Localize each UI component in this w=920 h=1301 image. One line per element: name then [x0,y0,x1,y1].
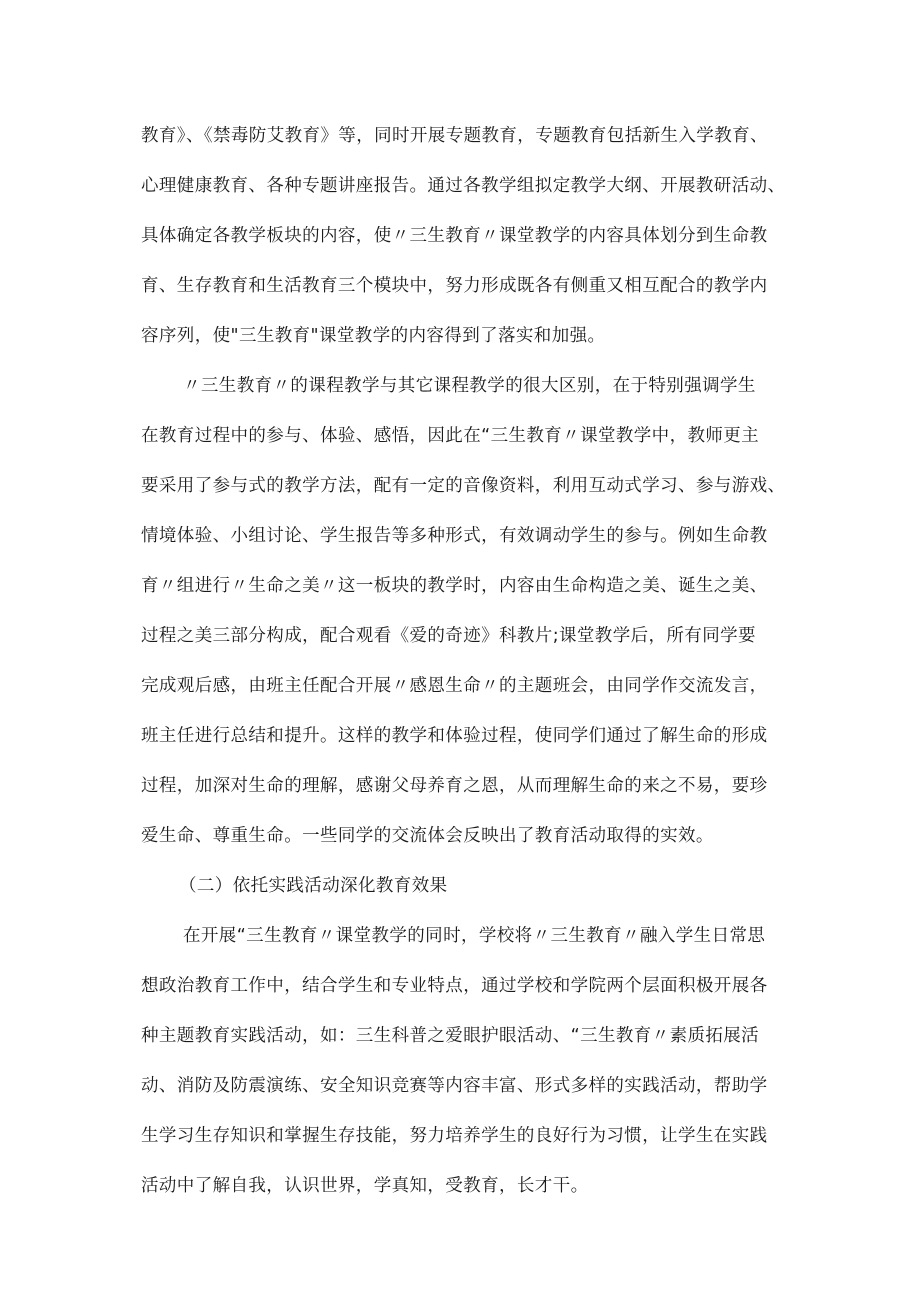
text-line: 生学习生存知识和掌握生存技能，努力培养学生的良好行为习惯，让学生在实践 [141,1126,768,1146]
text-line: 想政治教育工作中，结合学生和专业特点，通过学校和学院两个层面积极开展各 [141,976,768,996]
text-line: 在开展“三生教育〃课堂教学的同时，学校将〃三生教育〃融入学生日常思 [183,926,766,946]
text-line: 容序列，使"三生教育"课堂教学的内容得到了落实和加强。 [141,326,606,346]
text-line: 活动中了解自我，认识世界，学真知，受教育，长才干。 [141,1176,589,1196]
text-line: 在教育过程中的参与、体验、感悟，因此在“三生教育〃课堂教学中，教师更主 [141,426,760,446]
section-heading: （二）依托实践活动深化教育效果 [179,876,448,896]
text-line: 教育》、《禁毒防艾教育》等，同时开展专题教育，专题教育包括新生入学教育、 [141,126,768,146]
text-line: 种主题教育实践活动，如：三生科普之爱眼护眼活动、“三生教育〃素质拓展活 [141,1026,760,1046]
text-line: 完成观后感，由班主任配合开展〃感恩生命〃的主题班会，由同学作交流发言， [141,676,768,696]
text-line: 〃三生教育〃的课程教学与其它课程教学的很大区别，在于特别强调学生 [183,376,756,396]
text-line: 爱生命、尊重生命。一些同学的交流体会反映出了教育活动取得的实效。 [141,826,714,846]
text-line: 班主任进行总结和提升。这样的教学和体验过程，使同学们通过了解生命的形成 [141,726,768,746]
text-line: 育〃组进行〃生命之美〃这一板块的教学时，内容由生命构造之美、诞生之美、 [141,576,768,596]
text-line: 过程，加深对生命的理解，感谢父母养育之恩，从而理解生命的来之不易，要珍 [141,776,768,796]
text-line: 动、消防及防震演练、安全知识竞赛等内容丰富、形式多样的实践活动，帮助学 [141,1076,768,1096]
text-line: 具体确定各教学板块的内容，使〃三生教育〃课堂教学的内容具体划分到生命教 [141,226,768,246]
text-line: 过程之美三部分构成，配合观看《爱的奇迹》科教片;课堂教学后，所有同学要 [141,626,756,646]
text-line: 情境体验、小组讨论、学生报告等多种形式，有效调动学生的参与。例如生命教 [141,526,768,546]
text-line: 育、生存教育和生活教育三个模块中，努力形成既各有侧重又相互配合的教学内 [141,276,768,296]
text-line: 心理健康教育、各种专题讲座报告。通过各教学组拟定教学大纲、开展教研活动、 [141,176,786,196]
text-line: 要采用了参与式的教学方法，配有一定的音像资料，利用互动式学习、参与游戏、 [141,476,786,496]
